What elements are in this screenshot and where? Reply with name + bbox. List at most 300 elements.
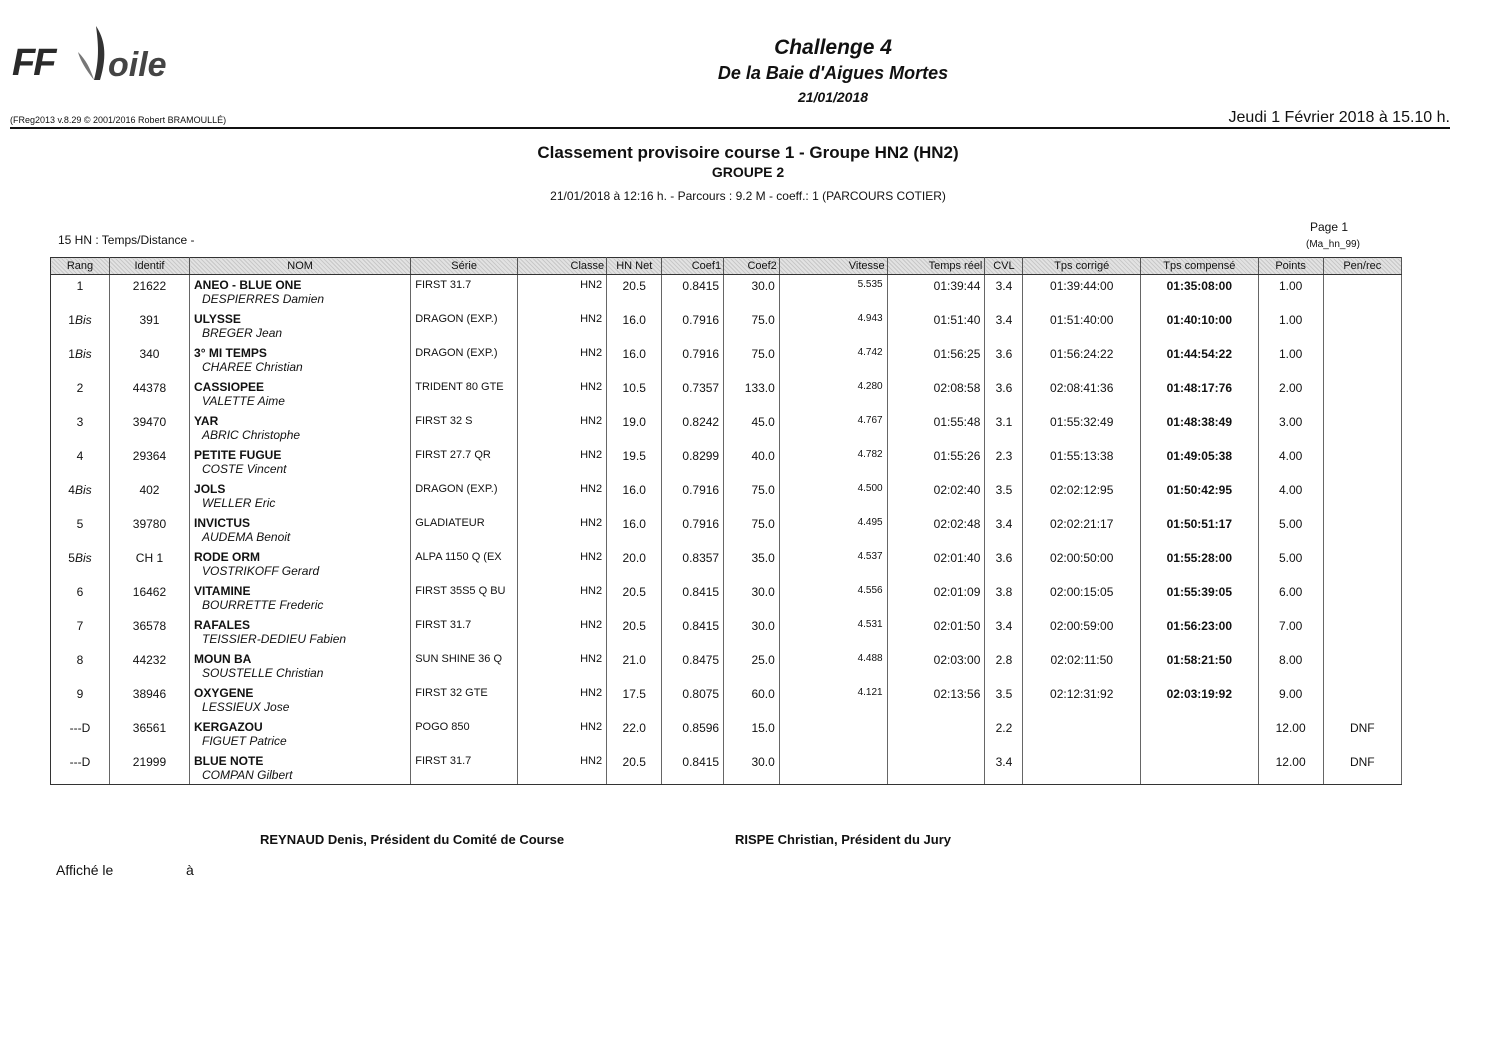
cell-vitesse: 4.121	[779, 683, 887, 717]
cell-points: 7.00	[1258, 615, 1323, 649]
cell-hn-net: 16.0	[607, 309, 662, 343]
cell-points: 12.00	[1258, 751, 1323, 785]
cell-tps-corrige: 02:08:41:36	[1023, 377, 1141, 411]
cell-temps-reel: 02:08:58	[887, 377, 985, 411]
cell-tps-compense: 01:50:51:17	[1140, 513, 1258, 547]
cell-coef2: 45.0	[724, 411, 780, 445]
boat-name: KERGAZOU	[194, 719, 263, 734]
cell-tps-compense: 01:50:42:95	[1140, 479, 1258, 513]
cell-rang	[51, 717, 110, 751]
cell-nom	[190, 751, 411, 785]
table-row	[51, 615, 1402, 649]
classement-title: Classement provisoire course 1 - Groupe HN2 (HN2)	[537, 143, 959, 162]
cell-cvl: 3.6	[985, 377, 1023, 411]
cell-tps-compense: 01:58:21:50	[1140, 649, 1258, 683]
boat-name: ANEO - BLUE ONE	[194, 278, 302, 292]
cell-vitesse: 4.782	[779, 445, 887, 479]
table-row	[51, 751, 1402, 785]
cell-serie: FIRST 31.7	[411, 751, 518, 785]
cell-hn-net: 20.0	[607, 547, 662, 581]
cell-classe: HN2	[518, 649, 607, 683]
cell-coef1: 0.7357	[662, 377, 724, 411]
boat-name: RODE ORM	[194, 549, 261, 564]
col-serie: Série	[411, 258, 518, 275]
page-number: Page 1	[1310, 220, 1349, 234]
skipper-name: CHAREE Christian	[202, 359, 303, 374]
cell-hn-net: 20.5	[607, 615, 662, 649]
rang-value: ---D	[69, 754, 91, 769]
groupe-label: GROUPE 2	[711, 164, 785, 180]
cell-pen-rec	[1323, 275, 1401, 309]
cell-rang	[51, 683, 110, 717]
cell-classe: HN2	[518, 547, 607, 581]
rang-bis: Bis	[74, 346, 92, 361]
cell-serie: FIRST 35S5 Q BU	[411, 581, 518, 615]
cell-tps-corrige	[1023, 717, 1141, 751]
cell-hn-net: 17.5	[607, 683, 662, 717]
rang-value: ---D	[69, 720, 91, 735]
cell-nom	[190, 275, 411, 309]
rang-value: 3	[76, 414, 84, 429]
cell-rang	[51, 343, 110, 377]
cell-coef1: 0.7916	[662, 309, 724, 343]
table-row	[51, 445, 1402, 479]
cell-classe: HN2	[518, 411, 607, 445]
cell-identif: 21999	[109, 751, 189, 785]
cell-vitesse: 4.280	[779, 377, 887, 411]
cell-pen-rec	[1323, 513, 1401, 547]
cell-pen-rec: DNF	[1323, 717, 1401, 751]
cell-identif: 36561	[109, 717, 189, 751]
skipper-name: DESPIERRES Damien	[202, 292, 325, 306]
cell-temps-reel: 01:55:48	[887, 411, 985, 445]
table-row	[51, 717, 1402, 751]
cell-vitesse: 4.495	[779, 513, 887, 547]
cell-coef1: 0.8415	[662, 751, 724, 785]
cell-points: 6.00	[1258, 581, 1323, 615]
boat-name: CASSIOPEE	[194, 379, 265, 394]
cell-coef2: 75.0	[724, 513, 780, 547]
cell-tps-corrige: 02:00:59:00	[1023, 615, 1141, 649]
cell-points: 1.00	[1258, 309, 1323, 343]
table-row	[51, 275, 1402, 309]
cell-pen-rec	[1323, 309, 1401, 343]
col-nom: NOM	[190, 258, 411, 275]
race-committee-signature: REYNAUD Denis, Président du Comité de Course	[260, 832, 565, 847]
cell-classe: HN2	[518, 275, 607, 309]
cell-vitesse: 4.767	[779, 411, 887, 445]
boat-name: PETITE FUGUE	[194, 447, 282, 462]
cell-tps-corrige: 01:55:13:38	[1023, 445, 1141, 479]
cell-coef2: 75.0	[724, 343, 780, 377]
cell-coef1: 0.8357	[662, 547, 724, 581]
cell-tps-corrige: 01:56:24:22	[1023, 343, 1141, 377]
cell-nom	[190, 581, 411, 615]
cell-vitesse: 5.535	[779, 275, 887, 309]
cell-rang	[51, 649, 110, 683]
boat-name: MOUN BA	[194, 651, 252, 666]
cell-temps-reel	[887, 717, 985, 751]
table-row	[51, 513, 1402, 547]
cell-pen-rec	[1323, 411, 1401, 445]
printed-date: Jeudi 1 Février 2018 à 15.10 h.	[1228, 109, 1450, 126]
cell-coef2: 30.0	[724, 275, 780, 309]
cell-tps-compense	[1140, 717, 1258, 751]
cell-serie: POGO 850	[411, 717, 518, 751]
cell-cvl: 3.4	[985, 751, 1023, 785]
cell-temps-reel: 01:55:26	[887, 445, 985, 479]
cell-classe: HN2	[518, 377, 607, 411]
cell-pen-rec	[1323, 343, 1401, 377]
handicap-method: 15 HN : Temps/Distance -	[58, 233, 195, 247]
cell-vitesse: 4.556	[779, 581, 887, 615]
cell-vitesse: 4.500	[779, 479, 887, 513]
logo-oile-text: oile	[108, 46, 167, 84]
regatta-title: Challenge 4	[774, 36, 892, 59]
cell-temps-reel: 02:03:00	[887, 649, 985, 683]
cell-coef1: 0.7916	[662, 479, 724, 513]
cell-tps-compense	[1140, 751, 1258, 785]
cell-vitesse: 4.488	[779, 649, 887, 683]
cell-hn-net: 16.0	[607, 513, 662, 547]
rang-value: 8	[76, 652, 84, 667]
table-row	[51, 343, 1402, 377]
cell-vitesse	[779, 717, 887, 751]
cell-classe: HN2	[518, 717, 607, 751]
cell-serie: DRAGON (EXP.)	[411, 309, 518, 343]
skipper-name: LESSIEUX Jose	[202, 699, 290, 714]
cell-coef2: 35.0	[724, 547, 780, 581]
cell-coef2: 133.0	[724, 377, 780, 411]
cell-coef2: 15.0	[724, 717, 780, 751]
doc-reference: (Ma_hn_99)	[1306, 239, 1360, 250]
table-row	[51, 309, 1402, 343]
cell-serie: FIRST 32 S	[411, 411, 518, 445]
software-credit: (FReg2013 v.8.29 © 2001/2016 Robert BRAMOULLÉ)	[10, 115, 227, 125]
skipper-name: SOUSTELLE Christian	[202, 665, 324, 680]
table-row	[51, 547, 1402, 581]
regatta-date: 21/01/2018	[797, 89, 869, 105]
posted-label: Affiché le	[56, 862, 114, 878]
rang-value: 5	[68, 550, 75, 565]
cell-tps-compense: 01:49:05:38	[1140, 445, 1258, 479]
cell-cvl: 3.4	[985, 275, 1023, 309]
cell-coef1: 0.8596	[662, 717, 724, 751]
race-info: 21/01/2018 à 12:16 h. - Parcours : 9.2 M - coeff.: 1 (PARCOURS COTIER)	[550, 189, 946, 203]
table-row	[51, 411, 1402, 445]
cell-rang	[51, 445, 110, 479]
cell-tps-compense: 02:03:19:92	[1140, 683, 1258, 717]
cell-points: 4.00	[1258, 479, 1323, 513]
rang-value: 6	[76, 584, 84, 599]
cell-cvl: 3.1	[985, 411, 1023, 445]
cell-coef1: 0.8075	[662, 683, 724, 717]
rang-value: 4	[76, 448, 84, 463]
cell-coef1: 0.7916	[662, 513, 724, 547]
cell-coef1: 0.8299	[662, 445, 724, 479]
table-header-row	[51, 258, 1402, 275]
skipper-name: COSTE Vincent	[202, 461, 287, 476]
table-row	[51, 479, 1402, 513]
cell-rang	[51, 377, 110, 411]
cell-classe: HN2	[518, 479, 607, 513]
cell-pen-rec	[1323, 649, 1401, 683]
cell-temps-reel: 01:51:40	[887, 309, 985, 343]
cell-cvl: 2.2	[985, 717, 1023, 751]
cell-tps-corrige: 02:12:31:92	[1023, 683, 1141, 717]
cell-nom	[190, 343, 411, 377]
cell-tps-compense: 01:44:54:22	[1140, 343, 1258, 377]
cell-coef2: 60.0	[724, 683, 780, 717]
cell-cvl: 3.5	[985, 683, 1023, 717]
cell-temps-reel: 02:01:50	[887, 615, 985, 649]
cell-identif: 402	[109, 479, 189, 513]
cell-tps-corrige: 02:00:50:00	[1023, 547, 1141, 581]
rang-bis: Bis	[74, 482, 92, 497]
cell-rang	[51, 513, 110, 547]
boat-name: VITAMINE	[194, 583, 251, 598]
cell-points: 5.00	[1258, 513, 1323, 547]
skipper-name: ABRIC Christophe	[202, 427, 301, 442]
boat-name: ULYSSE	[194, 311, 241, 326]
cell-hn-net: 16.0	[607, 343, 662, 377]
skipper-name: BREGER Jean	[202, 325, 283, 340]
cell-serie: DRAGON (EXP.)	[411, 479, 518, 513]
cell-tps-compense: 01:40:10:00	[1140, 309, 1258, 343]
cell-tps-compense: 01:56:23:00	[1140, 615, 1258, 649]
cell-points: 5.00	[1258, 547, 1323, 581]
cell-points: 1.00	[1258, 343, 1323, 377]
cell-rang	[51, 411, 110, 445]
cell-identif: 38946	[109, 683, 189, 717]
cell-coef2: 30.0	[724, 615, 780, 649]
cell-cvl: 3.6	[985, 547, 1023, 581]
cell-coef1: 0.8475	[662, 649, 724, 683]
cell-tps-corrige: 02:00:15:05	[1023, 581, 1141, 615]
cell-rang	[51, 547, 110, 581]
cell-coef2: 75.0	[724, 309, 780, 343]
col-temps-reel: Temps réel	[887, 258, 985, 275]
cell-pen-rec	[1323, 683, 1401, 717]
skipper-name: COMPAN Gilbert	[202, 767, 293, 782]
cell-pen-rec: DNF	[1323, 751, 1401, 785]
col-identif: Identif	[109, 258, 189, 275]
rang-bis: Bis	[74, 550, 92, 565]
boat-name: BLUE NOTE	[194, 753, 264, 768]
cell-coef2: 30.0	[724, 751, 780, 785]
cell-vitesse: 4.537	[779, 547, 887, 581]
cell-rang	[51, 479, 110, 513]
cell-tps-compense: 01:48:17:76	[1140, 377, 1258, 411]
col-pen-rec: Pen/rec	[1323, 258, 1401, 275]
results-table	[50, 257, 1402, 785]
cell-classe: HN2	[518, 309, 607, 343]
cell-coef2: 30.0	[724, 581, 780, 615]
cell-cvl: 3.4	[985, 309, 1023, 343]
cell-identif: 36578	[109, 615, 189, 649]
cell-tps-corrige: 01:39:44:00	[1023, 275, 1141, 309]
col-vitesse: Vitesse	[779, 258, 887, 275]
cell-identif: 391	[109, 309, 189, 343]
cell-points: 3.00	[1258, 411, 1323, 445]
cell-rang	[51, 615, 110, 649]
col-rang: Rang	[51, 258, 110, 275]
cell-nom	[190, 411, 411, 445]
rang-value: 4	[68, 482, 75, 497]
table-row	[51, 683, 1402, 717]
cell-temps-reel: 02:02:40	[887, 479, 985, 513]
cell-tps-corrige: 02:02:12:95	[1023, 479, 1141, 513]
rang-value: 5	[76, 516, 84, 531]
jury-signature: RISPE Christian, Président du Jury	[735, 832, 951, 847]
skipper-name: FIGUET Patrice	[202, 733, 287, 748]
boat-name: JOLS	[194, 481, 226, 496]
cell-coef1: 0.8415	[662, 275, 724, 309]
cell-serie: FIRST 32 GTE	[411, 683, 518, 717]
boat-name: YAR	[194, 413, 219, 428]
cell-tps-corrige: 01:51:40:00	[1023, 309, 1141, 343]
cell-rang	[51, 751, 110, 785]
cell-nom	[190, 445, 411, 479]
cell-serie: FIRST 31.7	[411, 615, 518, 649]
cell-serie: TRIDENT 80 GTE	[411, 377, 518, 411]
cell-serie: DRAGON (EXP.)	[411, 343, 518, 377]
cell-coef1: 0.8415	[662, 581, 724, 615]
cell-coef1: 0.8242	[662, 411, 724, 445]
cell-points: 9.00	[1258, 683, 1323, 717]
cell-points: 1.00	[1258, 275, 1323, 309]
cell-coef2: 25.0	[724, 649, 780, 683]
cell-cvl: 3.4	[985, 615, 1023, 649]
cell-pen-rec	[1323, 479, 1401, 513]
cell-vitesse: 4.943	[779, 309, 887, 343]
cell-identif: 39470	[109, 411, 189, 445]
cell-classe: HN2	[518, 445, 607, 479]
cell-identif: 44232	[109, 649, 189, 683]
table-row	[51, 581, 1402, 615]
cell-nom	[190, 717, 411, 751]
rang-value: 2	[76, 380, 84, 395]
cell-nom	[190, 309, 411, 343]
cell-temps-reel: 01:56:25	[887, 343, 985, 377]
cell-hn-net: 20.5	[607, 275, 662, 309]
cell-tps-corrige	[1023, 751, 1141, 785]
cell-temps-reel: 02:01:09	[887, 581, 985, 615]
cell-classe: HN2	[518, 581, 607, 615]
cell-points: 4.00	[1258, 445, 1323, 479]
cell-cvl: 3.5	[985, 479, 1023, 513]
cell-identif: 21622	[109, 275, 189, 309]
skipper-name: VOSTRIKOFF Gerard	[202, 563, 320, 578]
col-coef1: Coef1	[662, 258, 724, 275]
logo-ff-text: FF	[12, 42, 55, 84]
skipper-name: WELLER Eric	[202, 495, 276, 510]
col-tps-corrige: Tps corrigé	[1023, 258, 1141, 275]
cell-coef2: 75.0	[724, 479, 780, 513]
cell-temps-reel: 02:02:48	[887, 513, 985, 547]
cell-nom	[190, 479, 411, 513]
cell-classe: HN2	[518, 343, 607, 377]
cell-pen-rec	[1323, 445, 1401, 479]
cell-identif: 16462	[109, 581, 189, 615]
cell-points: 8.00	[1258, 649, 1323, 683]
cell-hn-net: 20.5	[607, 581, 662, 615]
rang-value: 1	[68, 312, 75, 327]
cell-cvl: 3.8	[985, 581, 1023, 615]
cell-vitesse	[779, 751, 887, 785]
rang-value: 9	[76, 686, 84, 701]
skipper-name: BOURRETTE Frederic	[202, 597, 324, 612]
cell-vitesse: 4.531	[779, 615, 887, 649]
col-points: Points	[1258, 258, 1323, 275]
cell-hn-net: 10.5	[607, 377, 662, 411]
cell-hn-net: 19.0	[607, 411, 662, 445]
cell-tps-compense: 01:55:39:05	[1140, 581, 1258, 615]
cell-pen-rec	[1323, 547, 1401, 581]
cell-classe: HN2	[518, 751, 607, 785]
cell-pen-rec	[1323, 581, 1401, 615]
cell-coef1: 0.8415	[662, 615, 724, 649]
cell-cvl: 2.8	[985, 649, 1023, 683]
cell-cvl: 3.6	[985, 343, 1023, 377]
boat-name: INVICTUS	[194, 515, 251, 530]
cell-points: 12.00	[1258, 717, 1323, 751]
cell-hn-net: 22.0	[607, 717, 662, 751]
cell-serie: FIRST 31.7	[411, 275, 518, 309]
cell-temps-reel: 01:39:44	[887, 275, 985, 309]
table-row	[51, 649, 1402, 683]
cell-serie: FIRST 27.7 QR	[411, 445, 518, 479]
cell-identif: 340	[109, 343, 189, 377]
col-classe: Classe	[518, 258, 607, 275]
cell-coef2: 40.0	[724, 445, 780, 479]
cell-nom	[190, 615, 411, 649]
cell-identif: 29364	[109, 445, 189, 479]
cell-serie: SUN SHINE 36 Q	[411, 649, 518, 683]
cell-nom	[190, 547, 411, 581]
cell-tps-compense: 01:35:08:00	[1140, 275, 1258, 309]
cell-vitesse: 4.742	[779, 343, 887, 377]
cell-identif: 39780	[109, 513, 189, 547]
table-row	[51, 377, 1402, 411]
cell-tps-compense: 01:55:28:00	[1140, 547, 1258, 581]
skipper-name: VALETTE Aime	[202, 393, 285, 408]
col-tps-compense: Tps compensé	[1140, 258, 1258, 275]
cell-temps-reel	[887, 751, 985, 785]
cell-points: 2.00	[1258, 377, 1323, 411]
rang-value: 7	[76, 618, 84, 633]
cell-pen-rec	[1323, 377, 1401, 411]
cell-rang	[51, 581, 110, 615]
cell-pen-rec	[1323, 615, 1401, 649]
cell-rang	[51, 275, 110, 309]
cell-tps-compense: 01:48:38:49	[1140, 411, 1258, 445]
cell-hn-net: 19.5	[607, 445, 662, 479]
cell-serie: ALPA 1150 Q (EX	[411, 547, 518, 581]
posted-at-label: à	[186, 862, 194, 878]
col-coef2: Coef2	[724, 258, 780, 275]
cell-nom	[190, 683, 411, 717]
skipper-name: TEISSIER-DEDIEU Fabien	[202, 631, 347, 646]
cell-nom	[190, 377, 411, 411]
cell-classe: HN2	[518, 615, 607, 649]
rang-bis: Bis	[74, 312, 92, 327]
boat-name: OXYGENE	[194, 685, 254, 700]
regatta-subtitle: De la Baie d'Aigues Mortes	[717, 63, 949, 83]
cell-hn-net: 20.5	[607, 751, 662, 785]
cell-temps-reel: 02:13:56	[887, 683, 985, 717]
col-hn-net: HN Net	[607, 258, 662, 275]
